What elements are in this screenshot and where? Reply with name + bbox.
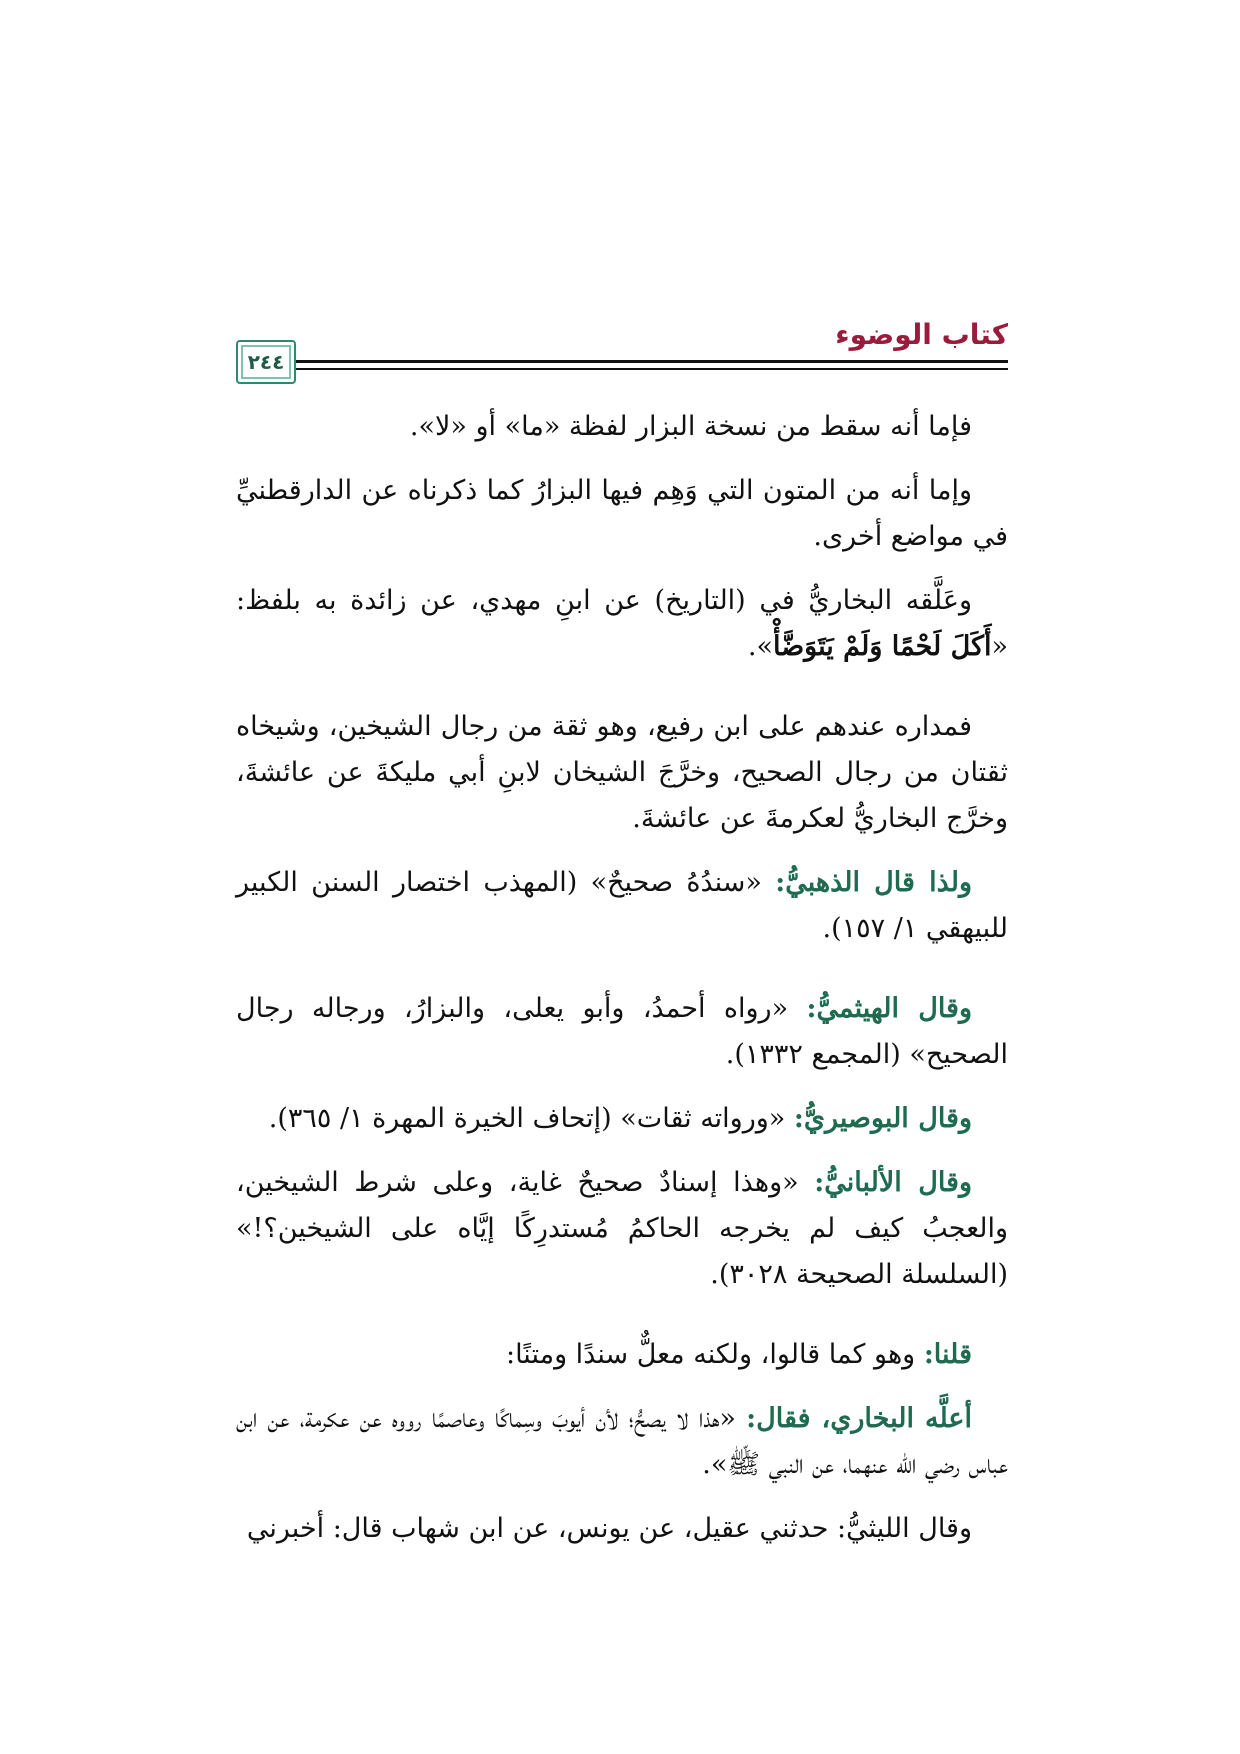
chapter-title: كتاب الوضوء <box>835 318 1008 351</box>
scholar-lead: أعلَّه البخاري، فقال: <box>746 1403 972 1434</box>
scholar-lead: وقال البوصيريُّ: <box>793 1103 972 1134</box>
page-number: ٢٤٤ <box>236 340 296 384</box>
paragraph: أعلَّه البخاري، فقال: «هذا لا يصحُّ؛ لأن أيوبَ وسِماكًا وعاصمًا رووه عن عكرمة، عن ابن عباس رضي الله عنهما، عن النبي ﷺ». <box>236 1403 1008 1480</box>
paragraph: فمداره عندهم على ابن رفيع، وهو ثقة من رجال الشيخين، وشيخاه ثقتان من رجال الصحيح، وخرَّجَ الشيخان لابنِ أبي مليكةَ عن عائشةَ، وخرَّج البخاريُّ لعكرمةَ عن عائشةَ. <box>236 711 1008 834</box>
scholar-lead: وقال الهيثميُّ: <box>806 993 972 1024</box>
header-rule-bottom <box>236 368 1008 370</box>
page-header <box>236 318 1008 388</box>
scholar-lead: وقال الألبانيُّ: <box>814 1167 972 1198</box>
paragraph: فإما أنه سقط من نسخة البزار لفظة «ما» أو «لا». <box>409 411 972 442</box>
scholar-lead: قلنا: <box>923 1339 972 1370</box>
page-body <box>236 404 1008 1570</box>
scholar-lead: ولذا قال الذهبيُّ: <box>775 867 973 898</box>
paragraph: ولذا قال الذهبيُّ: «سندُهُ صحيحٌ» (المهذب اختصار السنن الكبير للبيهقي ١/ ١٥٧). <box>236 867 1008 944</box>
header-rule-top <box>236 360 1008 363</box>
paragraph: قلنا: وهو كما قالوا، ولكنه معلٌّ سندًا ومتنًا: <box>505 1339 972 1370</box>
paragraph: وإما أنه من المتون التي وَهِم فيها البزارُ كما ذكرناه عن الدارقطنيِّ في مواضع أخرى. <box>236 475 1008 552</box>
paragraph: وقال الألبانيُّ: «وهذا إسنادٌ صحيحٌ غاية، وعلى شرط الشيخين، والعجبُ كيف لم يخرجه الحاكمُ مُستدرِكًا إيَّاه على الشيخين؟!» (السلسلة الصحيحة ٣٠٢٨). <box>236 1167 1008 1290</box>
paragraph: وقال الليثيُّ: حدثني عقيل، عن يونس، عن ابن شهاب قال: أخبرني <box>246 1513 972 1544</box>
paragraph: وقال البوصيريُّ: «ورواته ثقات» (إتحاف الخيرة المهرة ١/ ٣٦٥). <box>268 1103 972 1134</box>
paragraph: وقال الهيثميُّ: «رواه أحمدُ، وأبو يعلى، والبزارُ، ورجاله رجال الصحيح» (المجمع ١٣٣٢). <box>236 993 1008 1070</box>
paragraph: وعَلَّقه البخاريُّ في (التاريخ) عن ابنِ مهدي، عن زائدة به بلفظ: «أَكَلَ لَحْمًا وَلَمْ يَتَوَضَّأْ». <box>236 585 1008 662</box>
quoted-hadith: أَكَلَ لَحْمًا وَلَمْ يَتَوَضَّأْ <box>772 631 992 662</box>
